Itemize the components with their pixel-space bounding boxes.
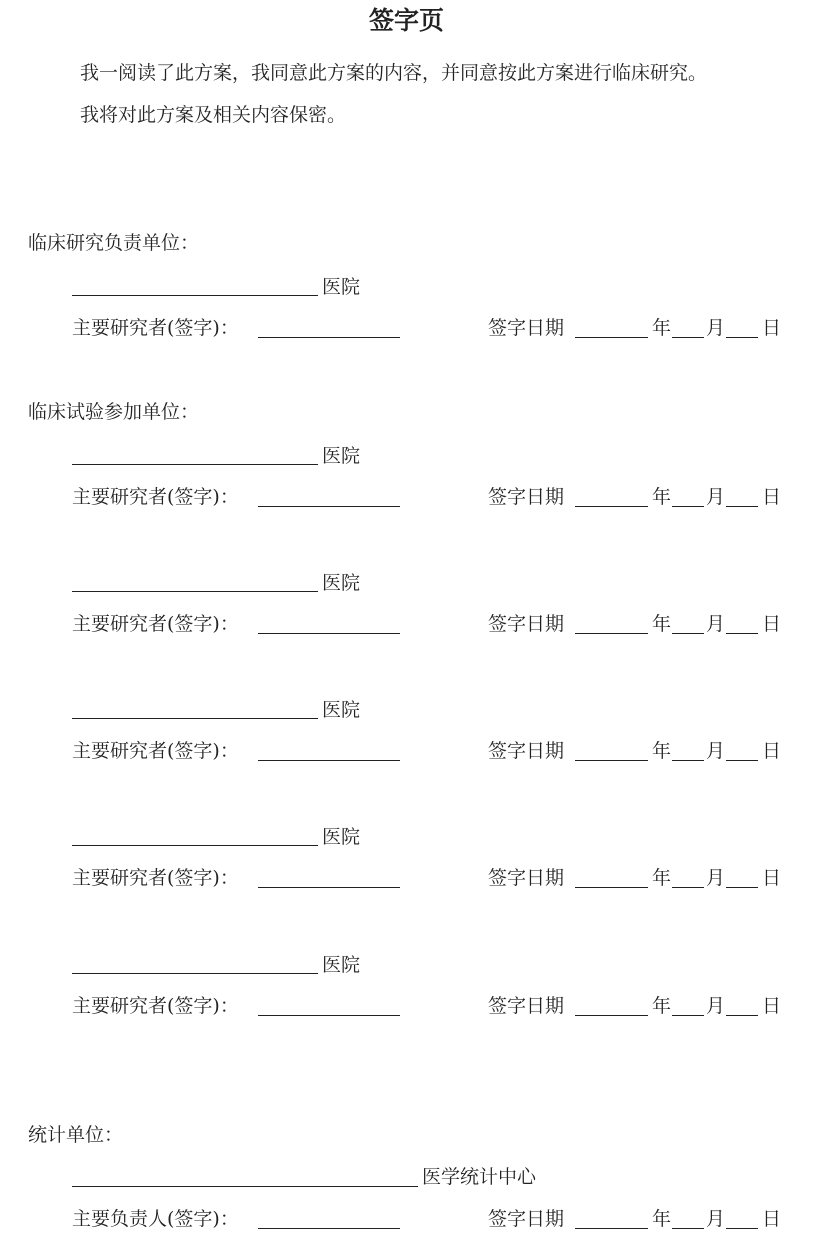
year-label: 年 — [652, 1208, 672, 1230]
day-field[interactable] — [726, 633, 758, 634]
month-field[interactable] — [672, 760, 704, 761]
statistics-center-name-field[interactable] — [72, 1186, 418, 1187]
day-field[interactable] — [726, 887, 758, 888]
sign-date-label: 签字日期 — [488, 613, 565, 635]
day-field[interactable] — [726, 1015, 758, 1016]
year-field[interactable] — [575, 337, 648, 338]
hospital-name-field[interactable] — [72, 591, 318, 592]
principal-investigator-label: 主要研究者(签字)： — [72, 486, 239, 508]
month-field[interactable] — [672, 1015, 704, 1016]
month-label: 月 — [706, 867, 726, 889]
hospital-name-field[interactable] — [72, 845, 318, 846]
principal-investigator-signature-field[interactable] — [258, 633, 400, 634]
hospital-name-field[interactable] — [72, 718, 318, 719]
principal-investigator-signature-field[interactable] — [258, 337, 400, 338]
page-title: 签字页 — [368, 6, 444, 35]
hospital-suffix: 医院 — [322, 572, 361, 594]
hospital-suffix: 医院 — [322, 954, 361, 976]
hospital-suffix: 医院 — [322, 276, 361, 298]
year-label: 年 — [652, 995, 672, 1017]
day-label: 日 — [762, 995, 782, 1017]
principal-investigator-label: 主要研究者(签字)： — [72, 995, 239, 1017]
day-label: 日 — [762, 740, 782, 762]
hospital-name-field[interactable] — [72, 464, 318, 465]
responsible-person-signature-field[interactable] — [258, 1228, 400, 1229]
day-field[interactable] — [726, 1228, 758, 1229]
sign-date-label: 签字日期 — [488, 867, 565, 889]
statistics-unit-heading: 统计单位： — [28, 1124, 124, 1146]
statistics-center-suffix: 医学统计中心 — [422, 1166, 537, 1188]
participating-unit-heading: 临床试验参加单位： — [28, 401, 200, 423]
month-label: 月 — [706, 1208, 726, 1230]
month-field[interactable] — [672, 337, 704, 338]
principal-investigator-label: 主要研究者(签字)： — [72, 317, 239, 339]
sign-date-label: 签字日期 — [488, 995, 565, 1017]
principal-investigator-signature-field[interactable] — [258, 760, 400, 761]
year-label: 年 — [652, 740, 672, 762]
hospital-name-field[interactable] — [72, 973, 318, 974]
month-label: 月 — [706, 995, 726, 1017]
sign-date-label: 签字日期 — [488, 740, 565, 762]
sign-date-label: 签字日期 — [488, 1208, 565, 1230]
month-field[interactable] — [672, 633, 704, 634]
principal-investigator-signature-field[interactable] — [258, 506, 400, 507]
sign-date-label: 签字日期 — [488, 486, 565, 508]
day-label: 日 — [762, 1208, 782, 1230]
year-field[interactable] — [575, 1228, 648, 1229]
month-field[interactable] — [672, 506, 704, 507]
responsible-person-label: 主要负责人(签字)： — [72, 1208, 239, 1230]
day-label: 日 — [762, 867, 782, 889]
day-label: 日 — [762, 613, 782, 635]
principal-investigator-label: 主要研究者(签字)： — [72, 867, 239, 889]
day-label: 日 — [762, 486, 782, 508]
day-field[interactable] — [726, 506, 758, 507]
month-field[interactable] — [672, 1228, 704, 1229]
principal-investigator-signature-field[interactable] — [258, 887, 400, 888]
principal-investigator-signature-field[interactable] — [258, 1015, 400, 1016]
lead-unit-heading: 临床研究负责单位： — [28, 232, 200, 254]
sign-date-label: 签字日期 — [488, 317, 565, 339]
month-label: 月 — [706, 613, 726, 635]
year-label: 年 — [652, 317, 672, 339]
month-field[interactable] — [672, 887, 704, 888]
year-label: 年 — [652, 486, 672, 508]
principal-investigator-label: 主要研究者(签字)： — [72, 613, 239, 635]
hospital-suffix: 医院 — [322, 699, 361, 721]
year-field[interactable] — [575, 1015, 648, 1016]
hospital-name-field[interactable] — [72, 295, 318, 296]
year-label: 年 — [652, 613, 672, 635]
principal-investigator-label: 主要研究者(签字)： — [72, 740, 239, 762]
month-label: 月 — [706, 486, 726, 508]
year-field[interactable] — [575, 760, 648, 761]
year-label: 年 — [652, 867, 672, 889]
hospital-suffix: 医院 — [322, 445, 361, 467]
day-label: 日 — [762, 317, 782, 339]
day-field[interactable] — [726, 760, 758, 761]
year-field[interactable] — [575, 633, 648, 634]
hospital-suffix: 医院 — [322, 826, 361, 848]
month-label: 月 — [706, 317, 726, 339]
day-field[interactable] — [726, 337, 758, 338]
statement-line-1: 我一阅读了此方案，我同意此方案的内容，并同意按此方案进行临床研究。 — [80, 62, 708, 84]
month-label: 月 — [706, 740, 726, 762]
year-field[interactable] — [575, 887, 648, 888]
statement-line-2: 我将对此方案及相关内容保密。 — [80, 104, 347, 126]
year-field[interactable] — [575, 506, 648, 507]
